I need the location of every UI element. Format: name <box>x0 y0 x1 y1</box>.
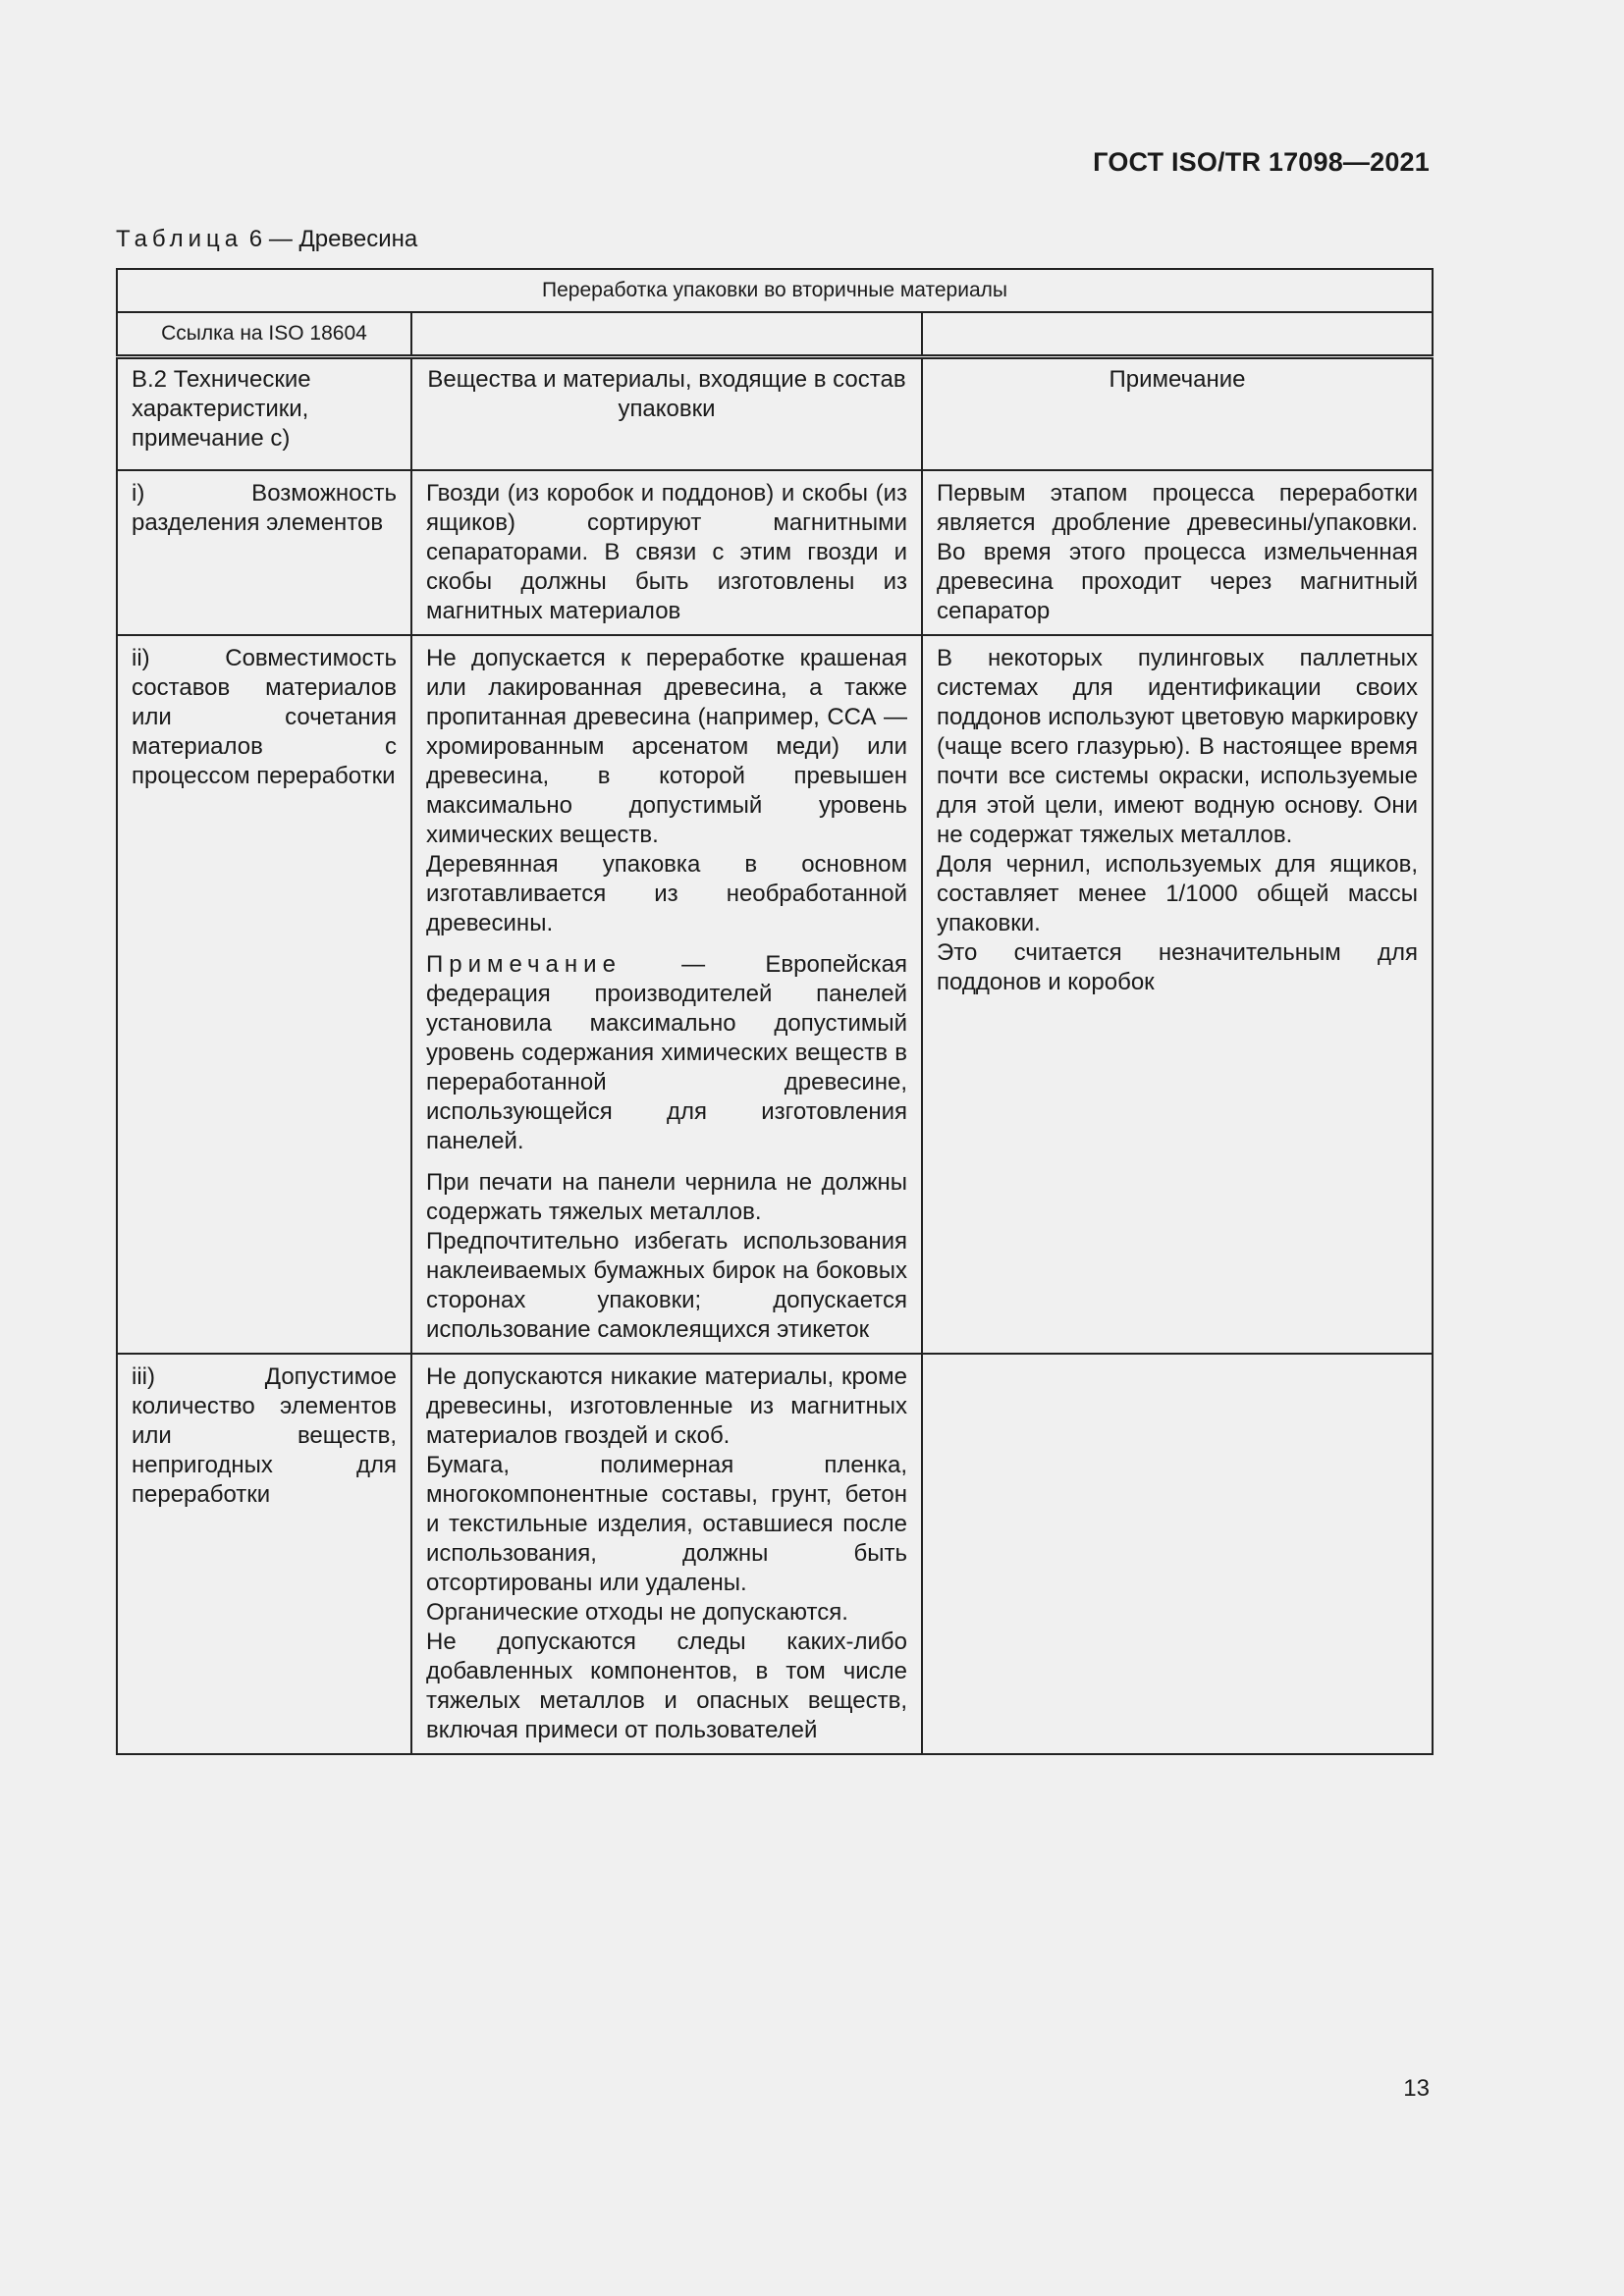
materials-note <box>426 950 907 1156</box>
table-banner: Переработка упаковки во вторичные материалы <box>117 269 1433 312</box>
note-paragraph: Первым этапом процесса переработки является дробление древесины/упаковки. Во время этого процесса измельченная древесина проходит через магнитный сепаратор <box>937 480 1419 624</box>
table-caption-title: — Древесина <box>268 226 418 252</box>
note-paragraph: Доля чернил, используемых для ящиков, составляет менее 1/1000 общей массы упаковки. <box>937 851 1419 936</box>
materials-paragraph: Органические отходы не допускаются. <box>426 1599 848 1626</box>
column-header-criterion: B.2 Технические характеристики, примечание c) <box>117 357 411 471</box>
table-reference-row <box>117 312 1433 357</box>
materials-paragraph: Не допускается к переработке крашеная или лакированная древесина, а также пропитанная древесина (например, ССА — хромированным арсенатом меди) или древесина, в которой превышен максимально допустимый уровень химических веществ. <box>426 645 907 848</box>
criterion-cell: i) Возможность разделения элементов <box>117 470 411 635</box>
note-cell <box>922 635 1433 1354</box>
note-cell <box>922 470 1433 635</box>
table-caption-prefix: Таблица <box>116 226 244 252</box>
table-caption <box>116 226 417 253</box>
reference-label: Ссылка на ISO 18604 <box>117 312 411 357</box>
page-number: 13 <box>1403 2075 1430 2102</box>
table-header-row <box>117 357 1433 471</box>
wood-recycling-table <box>116 268 1434 1755</box>
materials-note-label: Примечание <box>426 951 622 978</box>
reference-value-2 <box>922 312 1433 357</box>
materials-paragraph: При печати на панели чернила не должны содержать тяжелых металлов. <box>426 1169 907 1225</box>
materials-paragraph: Деревянная упаковка в основном изготавливается из необработанной древесины. <box>426 851 907 936</box>
criterion-cell: ii) Совместимость составов материалов или сочетания материалов с процессом переработки <box>117 635 411 1354</box>
note-paragraph: В некоторых пулинговых паллетных системах для идентификации своих поддонов используют цветовую маркировку (чаще всего глазурью). В настоящее время почти все системы окраски, используемые для этой цели, имеют водную основу. Они не содержат тяжелых металлов. <box>937 645 1419 848</box>
column-header-materials: Вещества и материалы, входящие в состав упаковки <box>411 357 922 471</box>
materials-paragraph: Гвозди (из коробок и поддонов) и скобы (из ящиков) сортируют магнитными сепараторами. В связи с этим гвозди и скобы должны быть изготовлены из магнитных материалов <box>426 480 907 624</box>
table-row <box>117 635 1433 1354</box>
table-caption-number: 6 <box>248 226 263 252</box>
materials-paragraph: Не допускаются следы каких-либо добавленных компонентов, в том числе тяжелых металлов и опасных веществ, включая примеси от пользователей <box>426 1629 907 1743</box>
document-id: ГОСТ ISO/TR 17098—2021 <box>1093 147 1430 177</box>
reference-value-1 <box>411 312 922 357</box>
note-cell <box>922 1354 1433 1754</box>
materials-cell <box>411 470 922 635</box>
materials-cell <box>411 1354 922 1754</box>
table-banner-row <box>117 269 1433 312</box>
note-paragraph: Это считается незначительным для поддонов и коробок <box>937 939 1419 995</box>
table-row <box>117 470 1433 635</box>
column-header-note: Примечание <box>922 357 1433 471</box>
materials-paragraph: Бумага, полимерная пленка, многокомпонентные составы, грунт, бетон и текстильные изделия, оставшиеся после использования, должны быть отсортированы или удалены. <box>426 1452 907 1596</box>
materials-cell <box>411 635 922 1354</box>
criterion-cell: iii) Допустимое количество элементов или веществ, непригодных для переработки <box>117 1354 411 1754</box>
materials-note-text: — Европейская федерация производителей панелей установила максимально допустимый уровень содержания химических веществ в переработанной древесине, использующейся для изготовления панелей. <box>426 951 907 1154</box>
materials-paragraph: Предпочтительно избегать использования наклеиваемых бумажных бирок на боковых сторонах упаковки; допускается использование самоклеящихся этикеток <box>426 1228 907 1343</box>
table-row <box>117 1354 1433 1754</box>
materials-paragraph: Не допускаются никакие материалы, кроме древесины, изготовленные из магнитных материалов гвоздей и скоб. <box>426 1363 907 1449</box>
